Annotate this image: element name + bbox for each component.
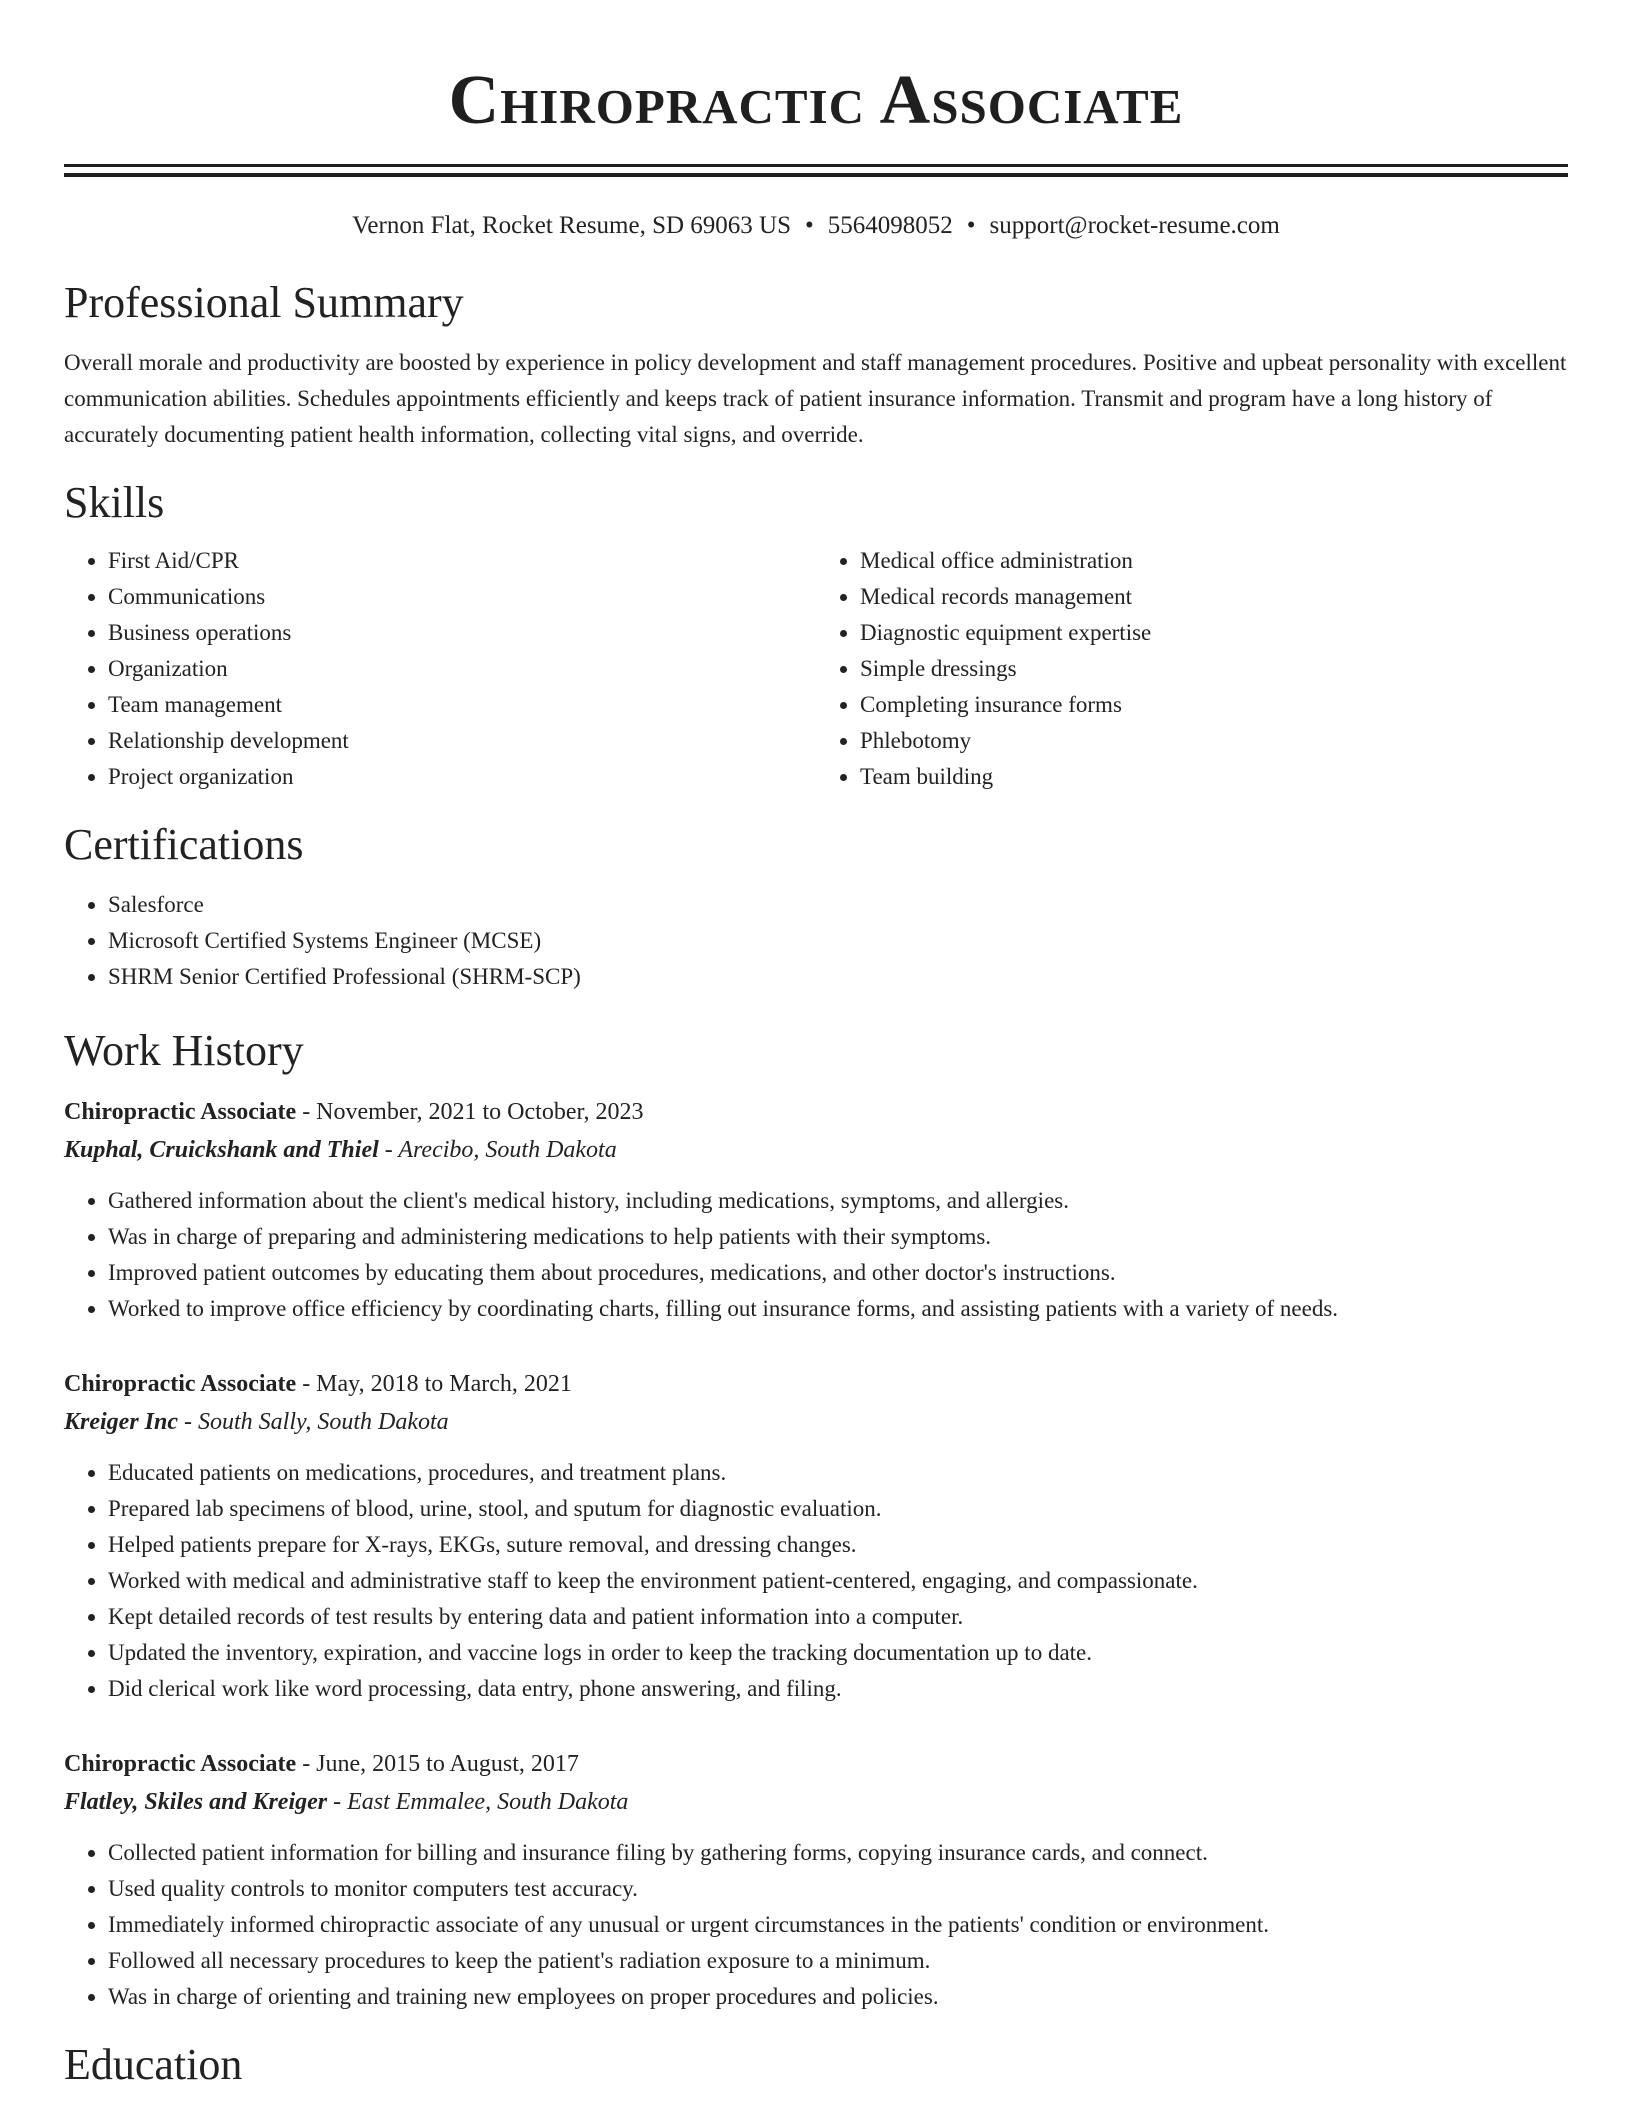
job-duty-item: • Improved patient outcomes by educating them about procedures, medications, and other doctor's instructions.: [108, 1255, 1568, 1291]
summary-heading: Professional Summary: [64, 278, 464, 327]
job-duty-item: • Helped patients prepare for X-rays, EKGs, suture removal, and dressing changes.: [108, 1527, 1568, 1563]
job-company: Flatley, Skiles and Kreiger: [64, 1789, 328, 1815]
skill-item: • First Aid/CPR: [108, 543, 816, 579]
job-entry: [64, 1745, 1568, 2015]
header-divider-top: [64, 164, 1568, 167]
job-duty-item: • Was in charge of preparing and administering medications to help patients with their symptoms.: [108, 1219, 1568, 1255]
contact-email: support@rocket-resume.com: [989, 212, 1280, 239]
candidate-name: Chiropractic Associate: [448, 62, 1184, 139]
skills-columns: [64, 543, 1568, 795]
job-duty-item: • Collected patient information for billing and insurance filing by gathering forms, copying insurance cards, and connect.: [108, 1835, 1568, 1871]
contact-address: Vernon Flat, Rocket Resume, SD 69063 US: [352, 212, 792, 239]
job-duty-item: • Prepared lab specimens of blood, urine, stool, and sputum for diagnostic evaluation.: [108, 1491, 1568, 1527]
job-duties: [64, 1183, 1568, 1327]
skill-item: • Medical office administration: [860, 543, 1568, 579]
job-title-line: [64, 1093, 1568, 1131]
skill-item: • Organization: [108, 651, 816, 687]
job-title: Chiropractic Associate: [64, 1371, 297, 1397]
job-duty-item: • Gathered information about the client's medical history, including medications, symptoms, and allergies.: [108, 1183, 1568, 1219]
job-duty-item: • Worked with medical and administrative staff to keep the environment patient-centered, engaging, and compassionate.: [108, 1563, 1568, 1599]
skill-item: • Simple dressings: [860, 651, 1568, 687]
job-company-line: [64, 1783, 1568, 1821]
skill-item: • Completing insurance forms: [860, 687, 1568, 723]
job-company-line: [64, 1403, 1568, 1441]
job-dates: - June, 2015 to August, 2017: [296, 1751, 579, 1777]
skill-item: • Phlebotomy: [860, 723, 1568, 759]
certifications-list: [64, 887, 1568, 995]
job-duty-item: • Updated the inventory, expiration, and vaccine logs in order to keep the tracking documentation up to date.: [108, 1635, 1568, 1671]
job-company-line: [64, 1131, 1568, 1169]
job-title: Chiropractic Associate: [64, 1099, 297, 1125]
job-duties: [64, 1835, 1568, 2015]
skill-item: • Communications: [108, 579, 816, 615]
skill-item: • Business operations: [108, 615, 816, 651]
job-title-line: [64, 1365, 1568, 1403]
job-company: Kreiger Inc: [64, 1409, 178, 1435]
job-duty-item: • Kept detailed records of test results by entering data and patient information into a computer.: [108, 1599, 1568, 1635]
skill-item: • Team building: [860, 759, 1568, 795]
contact-separator: •: [966, 212, 976, 239]
job-company: Kuphal, Cruickshank and Thiel: [64, 1137, 379, 1163]
job-duty-item: • Worked to improve office efficiency by coordinating charts, filling out insurance forms, and assisting patients with a variety of needs.: [108, 1291, 1568, 1327]
contact-phone: 5564098052: [827, 212, 953, 239]
job-location: - East Emmalee, South Dakota: [327, 1789, 629, 1815]
job-dates: - May, 2018 to March, 2021: [296, 1371, 572, 1397]
certification-item: • Microsoft Certified Systems Engineer (MCSE): [108, 923, 1568, 959]
skill-item: • Team management: [108, 687, 816, 723]
job-duty-item: • Followed all necessary procedures to keep the patient's radiation exposure to a minimum.: [108, 1943, 1568, 1979]
skills-heading: Skills: [64, 478, 165, 527]
job-duty-item: • Immediately informed chiropractic associate of any unusual or urgent circumstances in the patients' condition or environment.: [108, 1907, 1568, 1943]
certification-item: • Salesforce: [108, 887, 1568, 923]
skills-list-left: [64, 543, 816, 795]
job-location: - South Sally, South Dakota: [178, 1409, 449, 1435]
job-dates: - November, 2021 to October, 2023: [296, 1099, 644, 1125]
job-duty-item: • Was in charge of orienting and training new employees on proper procedures and policies.: [108, 1979, 1568, 2015]
contact-separator: •: [805, 212, 814, 239]
job-duty-item: • Used quality controls to monitor computers test accuracy.: [108, 1871, 1568, 1907]
education-heading: Education: [64, 2040, 243, 2089]
job-duty-item: • Educated patients on medications, procedures, and treatment plans.: [108, 1455, 1568, 1491]
job-entry: [64, 1365, 1568, 1707]
header-divider-bottom: [64, 173, 1568, 177]
skill-item: • Project organization: [108, 759, 816, 795]
skill-item: • Diagnostic equipment expertise: [860, 615, 1568, 651]
certification-item: • SHRM Senior Certified Professional (SHRM-SCP): [108, 959, 1568, 995]
certifications-heading: Certifications: [64, 820, 304, 869]
job-duty-item: • Did clerical work like word processing, data entry, phone answering, and filing.: [108, 1671, 1568, 1707]
skills-list-right: [816, 543, 1568, 795]
skill-item: • Relationship development: [108, 723, 816, 759]
work-history-heading: Work History: [64, 1026, 304, 1075]
job-title-line: [64, 1745, 1568, 1783]
job-location: - Arecibo, South Dakota: [378, 1137, 617, 1163]
skill-item: • Medical records management: [860, 579, 1568, 615]
job-entry: [64, 1093, 1568, 1327]
job-title: Chiropractic Associate: [64, 1751, 297, 1777]
job-duties: [64, 1455, 1568, 1707]
contact-line: [64, 211, 1568, 241]
summary-text: Overall morale and productivity are boosted by experience in policy development and staff management procedures. Positive and upbeat personality with excellent communication abilities. Schedules appointments efficiently and keeps track of patient insurance information. Transmit and program have a long history of accurately documenting patient health information, collecting vital signs, and override.: [64, 350, 1567, 447]
